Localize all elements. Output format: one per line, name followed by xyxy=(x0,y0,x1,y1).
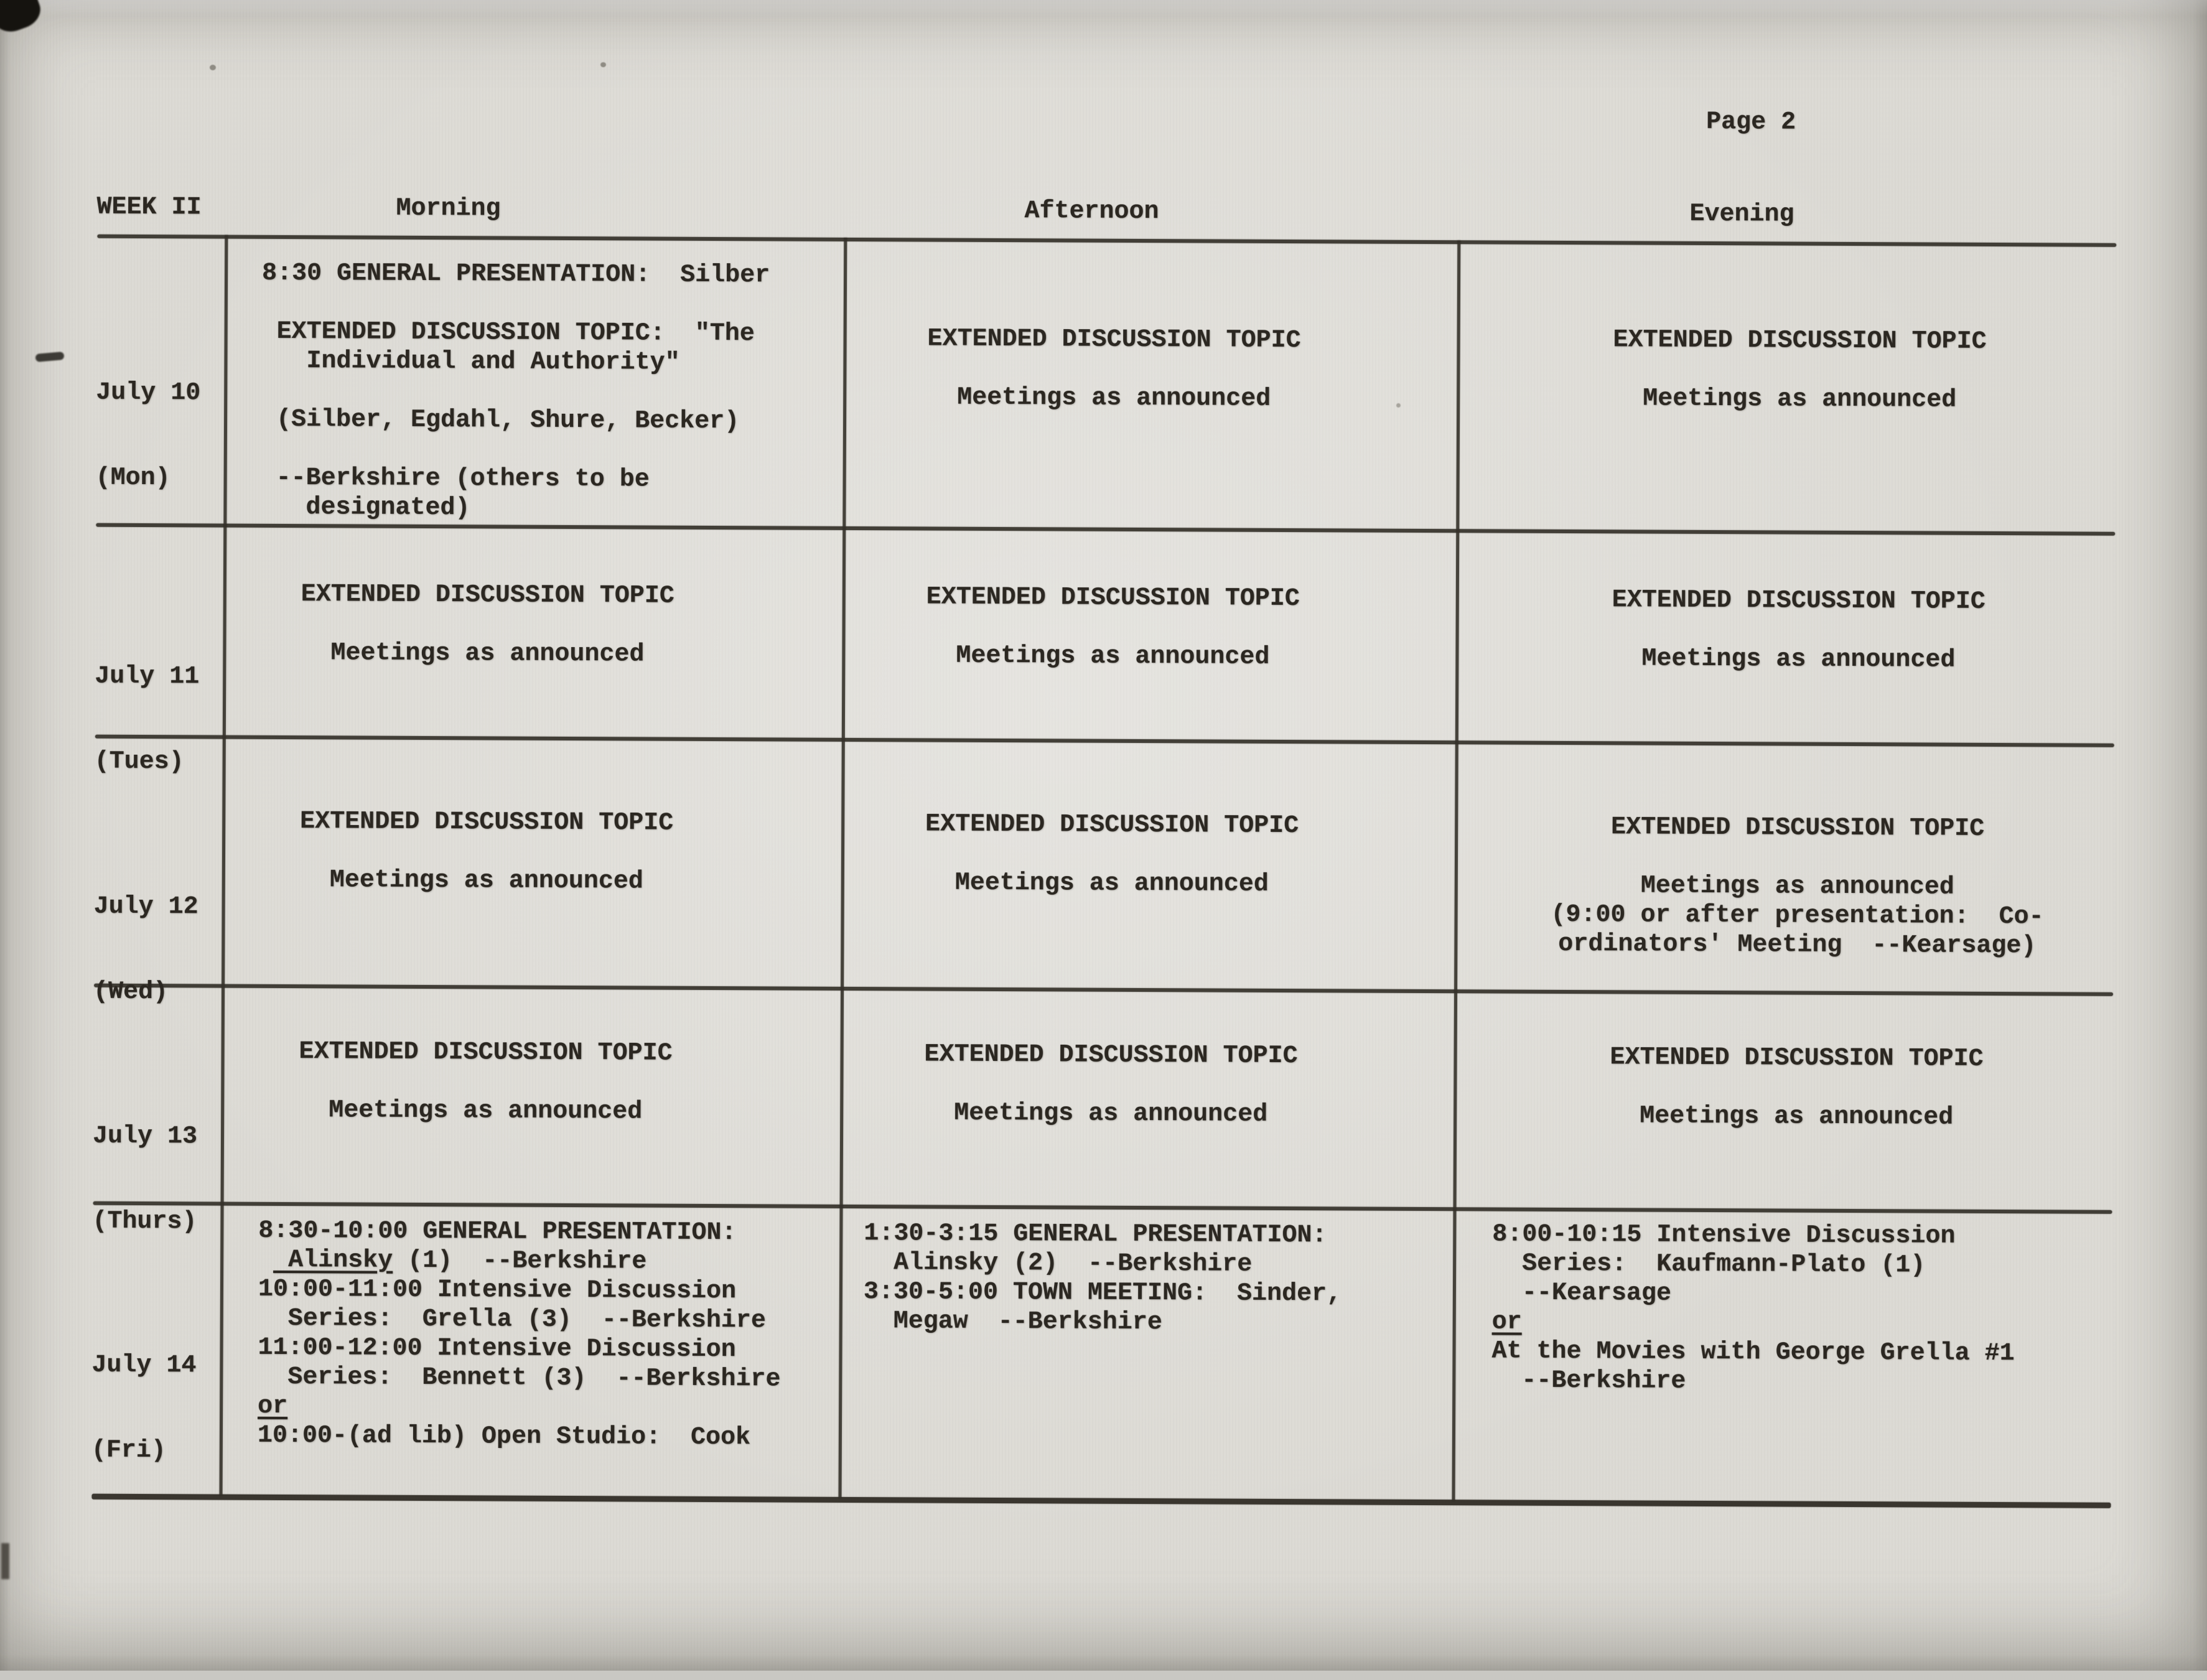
row-day: (Tues) xyxy=(95,747,199,777)
row-date: July 11 xyxy=(95,662,199,692)
cell-july-14-morning: 8:30-10:00 GENERAL PRESENTATION: Alinsky (1) --Berkshire 10:00-11:00 Intensive Discussion Series: Grella (3) --Berkshire 11:00-12:00 Intensive Discussion Series: Bennett (3) --Berkshire or 10:00-(ad lib) Open Studio: Cook xyxy=(258,1216,782,1453)
table-column-divider xyxy=(839,238,847,1498)
cell-july-10-evening: EXTENDED DISCUSSION TOPIC Meetings as announced xyxy=(1485,325,2114,415)
row-date: July 12 xyxy=(94,892,198,922)
row-day: (Fri) xyxy=(91,1436,196,1466)
table-rule xyxy=(96,523,2115,536)
cell-july-12-afternoon: EXTENDED DISCUSSION TOPIC Meetings as announced xyxy=(854,810,1371,900)
cell-july-12-morning: EXTENDED DISCUSSION TOPIC Meetings as announced xyxy=(231,807,742,897)
cell-july-11-evening: EXTENDED DISCUSSION TOPIC Meetings as announced xyxy=(1484,585,2113,675)
table-rule xyxy=(95,735,2114,747)
cell-july-13-evening: EXTENDED DISCUSSION TOPIC Meetings as announced xyxy=(1482,1042,2111,1132)
cell-july-10-morning: 8:30 GENERAL PRESENTATION: Silber EXTENDED DISCUSSION TOPIC: "The Individual and Authority" (Silber, Egdahl, Shure, Becker) --Berkshire (others to be designated) xyxy=(261,259,770,525)
cell-july-14-evening: 8:00-10:15 Intensive Discussion Series: Kaufmann-Plato (1) --Kearsage or At the Movies with George Grella #1 --Berkshire xyxy=(1491,1220,2015,1398)
cell-july-10-afternoon: EXTENDED DISCUSSION TOPIC Meetings as announced xyxy=(856,324,1373,414)
row-day: (Mon) xyxy=(96,464,200,493)
row-day: (Thurs) xyxy=(92,1207,197,1237)
cell-july-14-afternoon: 1:30-3:15 GENERAL PRESENTATION: Alinsky (2) --Berkshire 3:30-5:00 TOWN MEETING: Sinder, Megaw --Berkshire xyxy=(864,1219,1342,1338)
row-label-july-12 xyxy=(93,836,199,1063)
column-header-morning: Morning xyxy=(396,195,500,223)
table-column-divider xyxy=(1452,240,1460,1501)
row-label-july-13 xyxy=(92,1066,198,1293)
page-number: Page 2 xyxy=(1706,108,1796,137)
row-label-july-11 xyxy=(94,606,200,833)
row-day: (Wed) xyxy=(93,978,198,1007)
row-label-july-10 xyxy=(95,322,201,549)
row-label-july-14 xyxy=(91,1295,197,1522)
cell-july-13-morning: EXTENDED DISCUSSION TOPIC Meetings as announced xyxy=(230,1037,741,1127)
cell-july-11-morning: EXTENDED DISCUSSION TOPIC Meetings as announced xyxy=(232,580,743,670)
table-rule xyxy=(93,1202,2112,1214)
row-date: July 14 xyxy=(91,1351,196,1381)
column-header-afternoon: Afternoon xyxy=(1024,197,1159,226)
cell-july-12-evening: EXTENDED DISCUSSION TOPIC Meetings as announced (9:00 or after presentation: Co- ordinators' Meeting --Kearsage) xyxy=(1483,812,2112,961)
table-rule xyxy=(94,984,2113,996)
row-date: July 10 xyxy=(96,378,200,408)
row-date: July 13 xyxy=(93,1122,197,1152)
week-label: WEEK II xyxy=(96,194,201,222)
table-rule-bottom xyxy=(91,1494,2111,1508)
table-rule xyxy=(97,235,2116,247)
cell-july-11-afternoon: EXTENDED DISCUSSION TOPIC Meetings as announced xyxy=(854,582,1371,673)
cell-july-13-afternoon: EXTENDED DISCUSSION TOPIC Meetings as announced xyxy=(852,1040,1369,1130)
table-column-divider xyxy=(220,235,228,1496)
column-header-evening: Evening xyxy=(1689,200,1794,229)
